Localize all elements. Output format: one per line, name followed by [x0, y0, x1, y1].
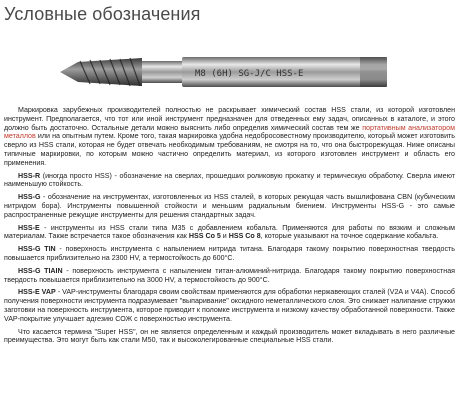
item-hss-e-vap	[4, 288, 455, 323]
term-label: HSS-E	[18, 223, 40, 232]
term-description: - обозначение на инструментах, изготовленных из HSS сталей, в которых режущая часть вышлифована CBN (кубическим нитридом бора). Инструменты повышенной стойкости и меньшим радиальным биением. Инструменты HSS-G - это самые распространенные режущие инструменты для решения стандартных задач.	[4, 193, 455, 219]
page-title: Условные обозначения	[4, 4, 201, 24]
intro-paragraph	[4, 106, 455, 168]
term-label: HSS-G TIAIN	[18, 266, 63, 275]
outro-paragraph: Что касается термина "Super HSS", он не является определенным и каждый производитель может вкладывать в него различные преимущества. Это могут быть как стали М50, так и высоколегированные специальные HSS стали.	[4, 327, 455, 345]
term-description: , которые указывают на точное содержание кобальта.	[260, 232, 439, 241]
term-inline-bold: HSS Co 8	[228, 232, 261, 241]
term-description: (иногда просто HSS) - обозначение на сверлах, прошедших роликовую прокатку и термическую обработку. Сверла имеют наименьшую стойкость.	[4, 171, 455, 189]
term-description: и	[220, 232, 229, 241]
item-hss-g-tin	[4, 245, 455, 263]
item-hss-e	[4, 224, 455, 242]
term-description: - поверхность инструмента с напылением нитрида титана. Благодаря такому покрытию поверхностная твердость повышается приблизительно на 2300 HV, а термостойкость до 600°C.	[4, 245, 455, 262]
analyzer-link[interactable]: портативным анализатором металлов	[4, 123, 455, 141]
intro-text: Маркировка зарубежных производителей полностью не раскрывает химический состав HSS стали, из которой изготовлен инструмент. Предполагается, что тот или иной инструмент предназначен для отведенных ему задач, описанных в каталоге, и этого должно быть достаточно. Остальные детали можно выяснить либо определив химический состав тем же	[4, 106, 455, 132]
term-description: - поверхность инструмента с напылением титан-алюминий-нитрида. Благодаря такому покрытию поверхностная твердость повышается приблизительно на 3000 HV, а термостойкость до 900°C.	[4, 266, 455, 284]
tap-tool-drawing	[60, 42, 390, 102]
term-description: - VAP-инструменты благодаря своим свойствам применяются для обработки нержавеющих сталей (V2A и V4A). Способ получения поверхности инструмента подразумевает "выпаривание" оксидного неметаллического слоя. Это снижает налипание стружки заготовки на поверхность инструмента, которое приводит к поломке инструмента и низкому качеству обработанной поверхности. Также VAP-покрытие улучшает адгезию СОЖ с поверхностью инструмента.	[4, 288, 455, 323]
intro-text-cont: или на опытным путем. Кроме того, такая маркировка удобна недобросовестному производителю, который может изготовить сверло из HSS стали, которая не будет отвечать необходимым требованиям, не смотря на то, что она быстрорежущая. Ниже описаны типичные маркировки, по которым можно частично определить материал, из которого изготовлен инструмент и область его применения.	[4, 132, 455, 167]
term-label: HSS-R	[18, 171, 41, 180]
tap-tool-image	[60, 42, 390, 102]
item-hss-r	[4, 172, 455, 190]
term-description: - инструменты из HSS стали типа М35 с добавлением кобальта. Применяются для работы по вязким и сложным материалам. Также встречается такое обозначения как	[4, 223, 455, 241]
item-hss-g-tiain	[4, 267, 455, 285]
term-label: HSS-E VAP	[18, 288, 56, 297]
term-inline-bold: HSS Co 5	[188, 232, 221, 241]
term-label: HSS-G	[18, 193, 41, 202]
article-body	[4, 106, 455, 349]
term-label: HSS-G TIN	[18, 245, 56, 254]
tool-engraving: M8 (6H) SG-J/C HSS-E	[195, 69, 304, 79]
item-hss-g	[4, 193, 455, 219]
